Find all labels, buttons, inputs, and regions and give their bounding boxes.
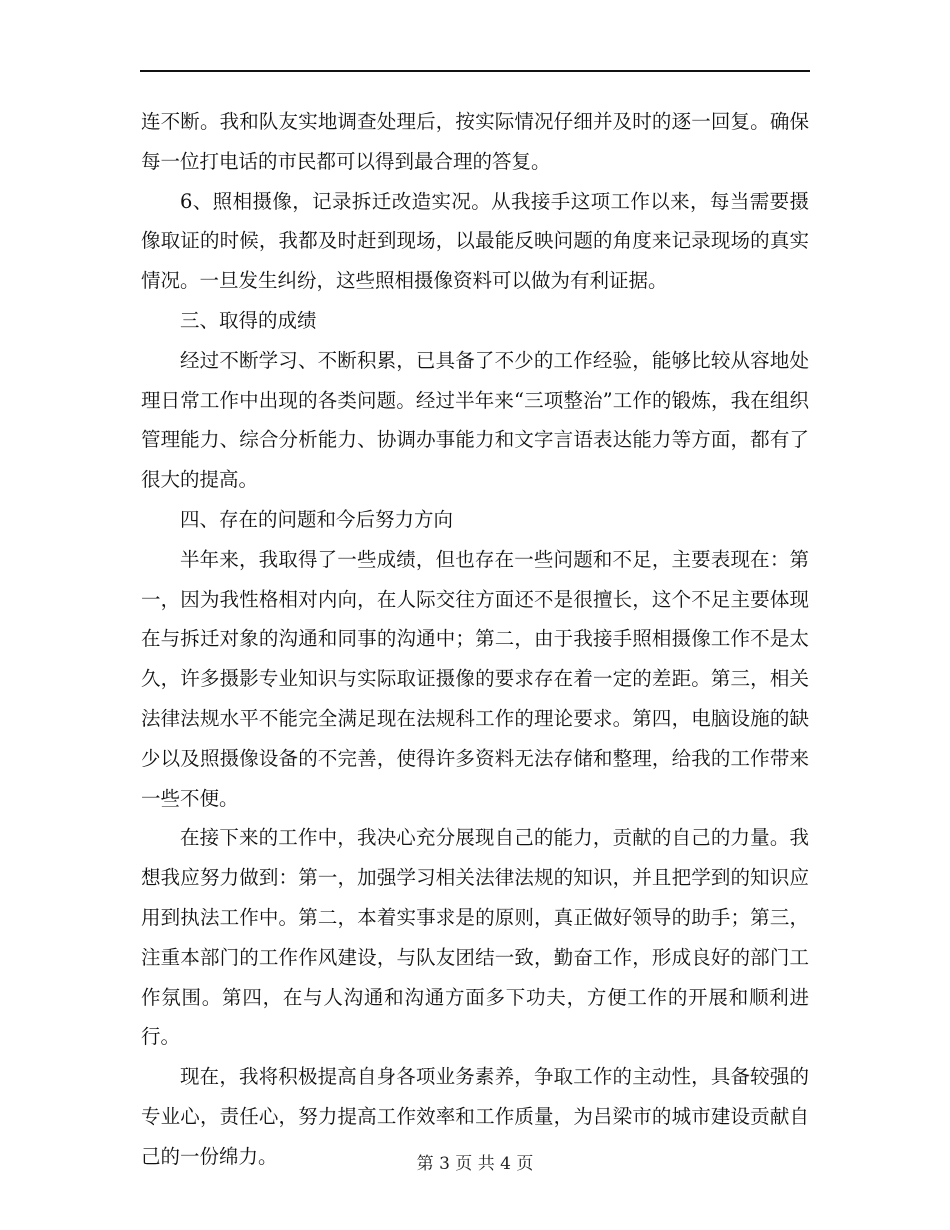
- paragraph-plans: 在接下来的工作中，我决心充分展现自己的能力，贡献的自己的力量。我想我应努力做到：第一，加强学习相关法律法规的知识，并且把学到的知识应用到执法工作中。第二，本着实事求是的原则，真正做好领导的助手；第三，注重本部门的工作作风建设，与队友团结一致，勤奋工作，形成良好的部门工作氛围。第四，在与人沟通和沟通方面多下功夫，方便工作的开展和顺利进行。: [141, 826, 809, 1049]
- section-heading-achievements: 三、取得的成绩: [180, 308, 317, 332]
- section-heading-problems: 四、存在的问题和今后努力方向: [180, 507, 454, 531]
- header-rule: [140, 70, 810, 72]
- page-number-footer: 第 3 页 共 4 页: [416, 1154, 534, 1174]
- paragraph-achievements: 经过不断学习、不断积累，已具备了不少的工作经验，能够比较从容地处理日常工作中出现的各类问题。经过半年来“三项整治”工作的锻炼，我在组织管理能力、综合分析能力、协调办事能力和文字言语表达能力等方面，都有了很大的提高。: [141, 348, 809, 492]
- paragraph-problems: 半年来，我取得了一些成绩，但也存在一些问题和不足，主要表现在：第一，因为我性格相对内向，在人际交往方面还不是很擅长，这个不足主要体现在与拆迁对象的沟通和同事的沟通中；第二，由于我接手照相摄像工作不是太久，许多摄影专业知识与实际取证摄像的要求存在着一定的差距。第三，相关法律法规水平不能完全满足现在法规科工作的理论要求。第四，电脑设施的缺少以及照摄像设备的不完善，使得许多资料无法存储和整理，给我的工作带来一些不便。: [141, 547, 809, 810]
- paragraph-photo-video: 6、照相摄像，记录拆迁改造实况。从我接手这项工作以来，每当需要摄像取证的时候，我都及时赶到现场，以最能反映问题的角度来记录现场的真实情况。一旦发生纠纷，这些照相摄像资料可以做为有利证据。: [141, 189, 809, 293]
- paragraph-continuation: 连不断。我和队友实地调查处理后，按实际情况仔细并及时的逐一回复。确保每一位打电话的市民都可以得到最合理的答复。: [141, 110, 809, 173]
- document-body: [141, 102, 809, 1177]
- paragraph-conclusion: 现在，我将积极提高自身各项业务素养，争取工作的主动性，具备较强的专业心，责任心，努力提高工作效率和工作质量，为吕梁市的城市建设贡献自己的一份绵力。: [141, 1065, 809, 1168]
